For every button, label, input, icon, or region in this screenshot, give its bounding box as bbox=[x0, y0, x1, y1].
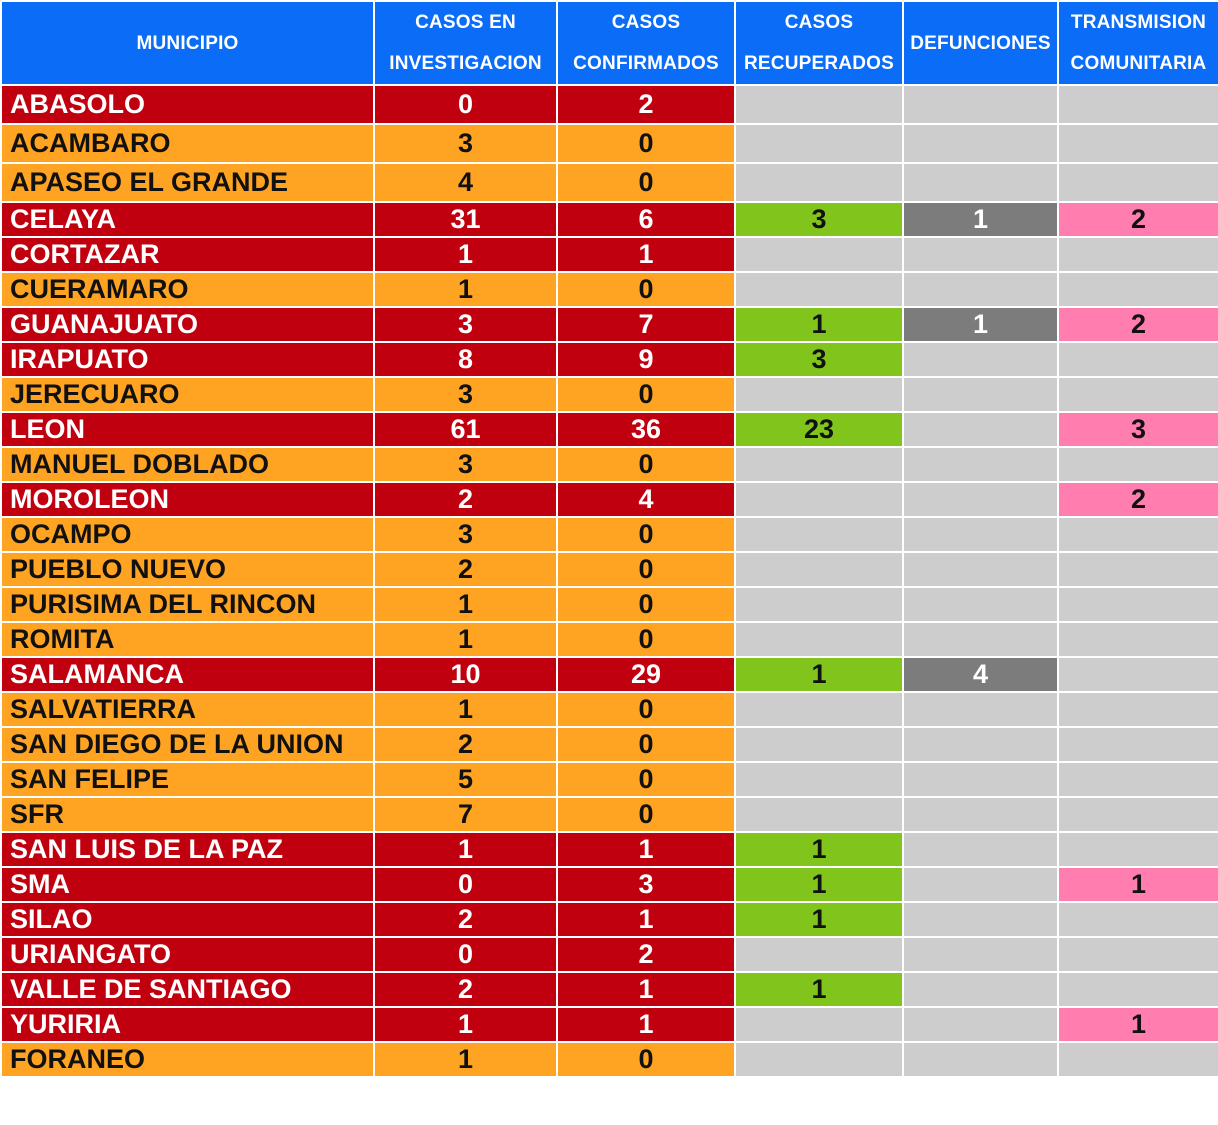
casos-confirmados-cell: 1 bbox=[557, 1007, 735, 1042]
casos-confirmados-cell: 0 bbox=[557, 692, 735, 727]
casos-recuperados-cell bbox=[735, 692, 903, 727]
casos-investigacion-cell: 2 bbox=[374, 727, 557, 762]
casos-investigacion-cell: 1 bbox=[374, 1007, 557, 1042]
transmision-comunitaria-cell bbox=[1058, 517, 1218, 552]
defunciones-cell bbox=[903, 124, 1058, 163]
transmision-comunitaria-cell bbox=[1058, 832, 1218, 867]
transmision-comunitaria-cell: 1 bbox=[1058, 1007, 1218, 1042]
municipio-cell: LEON bbox=[1, 412, 374, 447]
casos-recuperados-cell bbox=[735, 552, 903, 587]
casos-confirmados-cell: 0 bbox=[557, 797, 735, 832]
casos-confirmados-cell: 0 bbox=[557, 163, 735, 202]
transmision-comunitaria-cell: 3 bbox=[1058, 412, 1218, 447]
defunciones-cell bbox=[903, 972, 1058, 1007]
municipio-cell: PUEBLO NUEVO bbox=[1, 552, 374, 587]
municipio-cell: YURIRIA bbox=[1, 1007, 374, 1042]
casos-recuperados-cell bbox=[735, 1007, 903, 1042]
casos-recuperados-cell bbox=[735, 622, 903, 657]
defunciones-cell bbox=[903, 377, 1058, 412]
casos-recuperados-cell bbox=[735, 587, 903, 622]
table-row bbox=[1, 727, 1218, 762]
municipio-cell: APASEO EL GRANDE bbox=[1, 163, 374, 202]
transmision-comunitaria-cell bbox=[1058, 124, 1218, 163]
casos-investigacion-cell: 1 bbox=[374, 832, 557, 867]
municipio-cell: CORTAZAR bbox=[1, 237, 374, 272]
transmision-comunitaria-cell bbox=[1058, 762, 1218, 797]
transmision-comunitaria-cell bbox=[1058, 657, 1218, 692]
table-row bbox=[1, 587, 1218, 622]
municipio-cell: ROMITA bbox=[1, 622, 374, 657]
table-row bbox=[1, 412, 1218, 447]
casos-recuperados-cell: 3 bbox=[735, 202, 903, 237]
transmision-comunitaria-cell bbox=[1058, 622, 1218, 657]
casos-recuperados-cell bbox=[735, 517, 903, 552]
transmision-comunitaria-cell: 2 bbox=[1058, 482, 1218, 517]
table-row bbox=[1, 832, 1218, 867]
defunciones-cell bbox=[903, 85, 1058, 124]
casos-recuperados-cell bbox=[735, 85, 903, 124]
casos-confirmados-cell: 3 bbox=[557, 867, 735, 902]
casos-investigacion-cell: 3 bbox=[374, 517, 557, 552]
casos-recuperados-cell: 1 bbox=[735, 832, 903, 867]
table-row bbox=[1, 85, 1218, 124]
casos-investigacion-cell: 7 bbox=[374, 797, 557, 832]
transmision-comunitaria-cell bbox=[1058, 727, 1218, 762]
casos-confirmados-cell: 0 bbox=[557, 272, 735, 307]
casos-investigacion-cell: 31 bbox=[374, 202, 557, 237]
casos-investigacion-cell: 1 bbox=[374, 272, 557, 307]
transmision-comunitaria-cell bbox=[1058, 377, 1218, 412]
casos-investigacion-cell: 0 bbox=[374, 85, 557, 124]
defunciones-cell: 1 bbox=[903, 307, 1058, 342]
defunciones-cell bbox=[903, 482, 1058, 517]
transmision-comunitaria-cell bbox=[1058, 972, 1218, 1007]
casos-investigacion-cell: 61 bbox=[374, 412, 557, 447]
transmision-comunitaria-cell bbox=[1058, 552, 1218, 587]
defunciones-cell bbox=[903, 937, 1058, 972]
transmision-comunitaria-cell bbox=[1058, 587, 1218, 622]
municipio-cell: SAN LUIS DE LA PAZ bbox=[1, 832, 374, 867]
transmision-comunitaria-cell bbox=[1058, 272, 1218, 307]
table-row bbox=[1, 202, 1218, 237]
casos-investigacion-cell: 0 bbox=[374, 867, 557, 902]
defunciones-cell bbox=[903, 1007, 1058, 1042]
casos-recuperados-cell: 23 bbox=[735, 412, 903, 447]
defunciones-cell bbox=[903, 692, 1058, 727]
municipio-cell: SFR bbox=[1, 797, 374, 832]
defunciones-cell bbox=[903, 342, 1058, 377]
defunciones-cell bbox=[903, 587, 1058, 622]
municipio-cell: SAN FELIPE bbox=[1, 762, 374, 797]
municipio-cell: GUANAJUATO bbox=[1, 307, 374, 342]
table-row bbox=[1, 797, 1218, 832]
casos-confirmados-cell: 0 bbox=[557, 622, 735, 657]
casos-investigacion-cell: 2 bbox=[374, 482, 557, 517]
defunciones-cell bbox=[903, 622, 1058, 657]
municipio-cell: ABASOLO bbox=[1, 85, 374, 124]
municipio-cell: FORANEO bbox=[1, 1042, 374, 1077]
defunciones-cell bbox=[903, 237, 1058, 272]
municipio-cell: PURISIMA DEL RINCON bbox=[1, 587, 374, 622]
table-row bbox=[1, 902, 1218, 937]
casos-investigacion-cell: 3 bbox=[374, 377, 557, 412]
table-row bbox=[1, 342, 1218, 377]
defunciones-cell bbox=[903, 412, 1058, 447]
header-line: COMUNITARIA bbox=[1070, 53, 1207, 74]
transmision-comunitaria-cell bbox=[1058, 85, 1218, 124]
table-row bbox=[1, 517, 1218, 552]
municipio-cell: ACAMBARO bbox=[1, 124, 374, 163]
municipio-cell: SAN DIEGO DE LA UNION bbox=[1, 727, 374, 762]
casos-recuperados-cell bbox=[735, 1042, 903, 1077]
casos-recuperados-cell bbox=[735, 937, 903, 972]
defunciones-cell: 4 bbox=[903, 657, 1058, 692]
municipio-cell: SMA bbox=[1, 867, 374, 902]
header-defunciones: DEFUNCIONES bbox=[903, 1, 1058, 85]
municipio-cell: SALVATIERRA bbox=[1, 692, 374, 727]
casos-confirmados-cell: 1 bbox=[557, 832, 735, 867]
casos-recuperados-cell bbox=[735, 727, 903, 762]
municipio-cell: CUERAMARO bbox=[1, 272, 374, 307]
casos-confirmados-cell: 0 bbox=[557, 727, 735, 762]
casos-recuperados-cell: 1 bbox=[735, 307, 903, 342]
casos-recuperados-cell bbox=[735, 797, 903, 832]
casos-recuperados-cell bbox=[735, 124, 903, 163]
casos-investigacion-cell: 0 bbox=[374, 937, 557, 972]
casos-recuperados-cell: 3 bbox=[735, 342, 903, 377]
casos-confirmados-cell: 0 bbox=[557, 552, 735, 587]
casos-confirmados-cell: 0 bbox=[557, 517, 735, 552]
defunciones-cell: 1 bbox=[903, 202, 1058, 237]
defunciones-cell bbox=[903, 552, 1058, 587]
casos-confirmados-cell: 2 bbox=[557, 85, 735, 124]
casos-investigacion-cell: 1 bbox=[374, 587, 557, 622]
defunciones-cell bbox=[903, 447, 1058, 482]
defunciones-cell bbox=[903, 762, 1058, 797]
casos-investigacion-cell: 3 bbox=[374, 307, 557, 342]
table-row bbox=[1, 657, 1218, 692]
table-row bbox=[1, 377, 1218, 412]
casos-confirmados-cell: 0 bbox=[557, 762, 735, 797]
header-line: CONFIRMADOS bbox=[573, 53, 719, 74]
transmision-comunitaria-cell: 2 bbox=[1058, 307, 1218, 342]
casos-confirmados-cell: 7 bbox=[557, 307, 735, 342]
casos-recuperados-cell: 1 bbox=[735, 867, 903, 902]
municipio-cell: MOROLEON bbox=[1, 482, 374, 517]
table-row bbox=[1, 762, 1218, 797]
defunciones-cell bbox=[903, 797, 1058, 832]
defunciones-cell bbox=[903, 832, 1058, 867]
casos-investigacion-cell: 5 bbox=[374, 762, 557, 797]
casos-recuperados-cell bbox=[735, 447, 903, 482]
casos-investigacion-cell: 2 bbox=[374, 552, 557, 587]
casos-confirmados-cell: 0 bbox=[557, 124, 735, 163]
casos-confirmados-cell: 6 bbox=[557, 202, 735, 237]
transmision-comunitaria-cell bbox=[1058, 163, 1218, 202]
casos-investigacion-cell: 2 bbox=[374, 972, 557, 1007]
casos-confirmados-cell: 29 bbox=[557, 657, 735, 692]
header-casos-confirmados bbox=[557, 1, 735, 85]
municipio-cell: JERECUARO bbox=[1, 377, 374, 412]
casos-confirmados-cell: 1 bbox=[557, 972, 735, 1007]
table-row bbox=[1, 124, 1218, 163]
transmision-comunitaria-cell bbox=[1058, 937, 1218, 972]
municipio-cell: MANUEL DOBLADO bbox=[1, 447, 374, 482]
casos-confirmados-cell: 1 bbox=[557, 902, 735, 937]
casos-recuperados-cell bbox=[735, 762, 903, 797]
casos-recuperados-cell bbox=[735, 377, 903, 412]
header-casos-recuperados bbox=[735, 1, 903, 85]
casos-recuperados-cell bbox=[735, 237, 903, 272]
casos-recuperados-cell: 1 bbox=[735, 902, 903, 937]
transmision-comunitaria-cell: 1 bbox=[1058, 867, 1218, 902]
casos-confirmados-cell: 4 bbox=[557, 482, 735, 517]
table-row bbox=[1, 447, 1218, 482]
table-row bbox=[1, 972, 1218, 1007]
transmision-comunitaria-cell bbox=[1058, 447, 1218, 482]
casos-investigacion-cell: 10 bbox=[374, 657, 557, 692]
table-row bbox=[1, 163, 1218, 202]
casos-confirmados-cell: 9 bbox=[557, 342, 735, 377]
casos-investigacion-cell: 1 bbox=[374, 237, 557, 272]
municipio-cell: URIANGATO bbox=[1, 937, 374, 972]
casos-confirmados-cell: 2 bbox=[557, 937, 735, 972]
municipio-cell: IRAPUATO bbox=[1, 342, 374, 377]
municipio-cell: SALAMANCA bbox=[1, 657, 374, 692]
casos-investigacion-cell: 3 bbox=[374, 124, 557, 163]
table-body bbox=[1, 85, 1218, 1077]
header-line: RECUPERADOS bbox=[744, 53, 894, 74]
casos-recuperados-cell: 1 bbox=[735, 972, 903, 1007]
header-row bbox=[1, 1, 1218, 85]
transmision-comunitaria-cell bbox=[1058, 902, 1218, 937]
table-row bbox=[1, 552, 1218, 587]
casos-recuperados-cell bbox=[735, 163, 903, 202]
transmision-comunitaria-cell bbox=[1058, 692, 1218, 727]
casos-investigacion-cell: 1 bbox=[374, 1042, 557, 1077]
casos-recuperados-cell: 1 bbox=[735, 657, 903, 692]
transmision-comunitaria-cell bbox=[1058, 1042, 1218, 1077]
table-row bbox=[1, 622, 1218, 657]
defunciones-cell bbox=[903, 867, 1058, 902]
casos-recuperados-cell bbox=[735, 482, 903, 517]
header-transmision-comunitaria bbox=[1058, 1, 1218, 85]
header-municipio: MUNICIPIO bbox=[1, 1, 374, 85]
transmision-comunitaria-cell bbox=[1058, 237, 1218, 272]
transmision-comunitaria-cell bbox=[1058, 797, 1218, 832]
table-row bbox=[1, 692, 1218, 727]
header-line: CASOS EN bbox=[415, 12, 516, 33]
casos-investigacion-cell: 1 bbox=[374, 622, 557, 657]
transmision-comunitaria-cell bbox=[1058, 342, 1218, 377]
casos-confirmados-cell: 0 bbox=[557, 1042, 735, 1077]
header-line: TRANSMISION bbox=[1070, 12, 1207, 33]
header-casos-investigacion bbox=[374, 1, 557, 85]
table-row bbox=[1, 237, 1218, 272]
casos-confirmados-cell: 0 bbox=[557, 587, 735, 622]
casos-investigacion-cell: 4 bbox=[374, 163, 557, 202]
table-row bbox=[1, 272, 1218, 307]
casos-confirmados-cell: 0 bbox=[557, 447, 735, 482]
header-line: INVESTIGACION bbox=[389, 53, 542, 74]
defunciones-cell bbox=[903, 727, 1058, 762]
header-line: CASOS bbox=[784, 12, 854, 33]
table-row bbox=[1, 1042, 1218, 1077]
municipio-cell: VALLE DE SANTIAGO bbox=[1, 972, 374, 1007]
defunciones-cell bbox=[903, 902, 1058, 937]
defunciones-cell bbox=[903, 1042, 1058, 1077]
table-row bbox=[1, 937, 1218, 972]
casos-confirmados-cell: 1 bbox=[557, 237, 735, 272]
casos-confirmados-cell: 36 bbox=[557, 412, 735, 447]
casos-recuperados-cell bbox=[735, 272, 903, 307]
table-row bbox=[1, 867, 1218, 902]
municipio-cell: SILAO bbox=[1, 902, 374, 937]
casos-investigacion-cell: 1 bbox=[374, 692, 557, 727]
municipio-cell: CELAYA bbox=[1, 202, 374, 237]
casos-investigacion-cell: 8 bbox=[374, 342, 557, 377]
transmision-comunitaria-cell: 2 bbox=[1058, 202, 1218, 237]
casos-confirmados-cell: 0 bbox=[557, 377, 735, 412]
table-row bbox=[1, 1007, 1218, 1042]
table-row bbox=[1, 482, 1218, 517]
table-row bbox=[1, 307, 1218, 342]
casos-investigacion-cell: 3 bbox=[374, 447, 557, 482]
defunciones-cell bbox=[903, 517, 1058, 552]
header-line: CASOS bbox=[611, 12, 681, 33]
casos-investigacion-cell: 2 bbox=[374, 902, 557, 937]
defunciones-cell bbox=[903, 163, 1058, 202]
defunciones-cell bbox=[903, 272, 1058, 307]
municipio-cell: OCAMPO bbox=[1, 517, 374, 552]
